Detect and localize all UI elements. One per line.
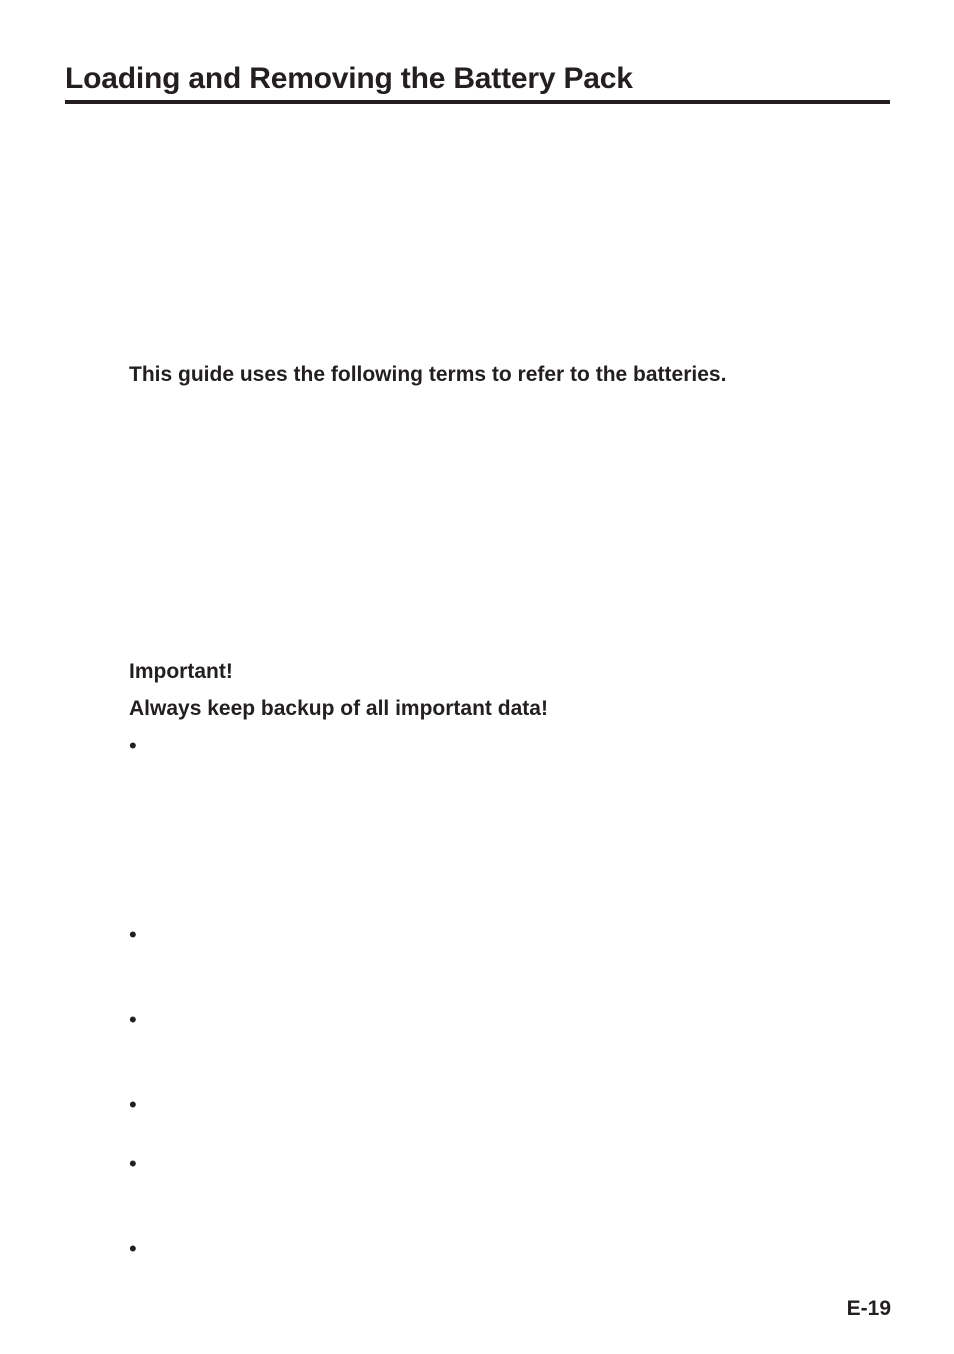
page-number: E-19 bbox=[846, 1297, 891, 1320]
bullet-3: • bbox=[129, 1007, 137, 1032]
intro-text: This guide uses the following terms to refer to the batteries. bbox=[129, 363, 727, 386]
bullet-2: • bbox=[129, 922, 137, 947]
bullet-6: • bbox=[129, 1236, 137, 1261]
bullet-5: • bbox=[129, 1151, 137, 1176]
important-heading: Important! bbox=[129, 660, 233, 683]
bullet-4: • bbox=[129, 1092, 137, 1117]
important-subheading: Always keep backup of all important data! bbox=[129, 697, 548, 720]
bullet-1: • bbox=[129, 733, 137, 758]
page-title: Loading and Removing the Battery Pack bbox=[65, 60, 890, 104]
